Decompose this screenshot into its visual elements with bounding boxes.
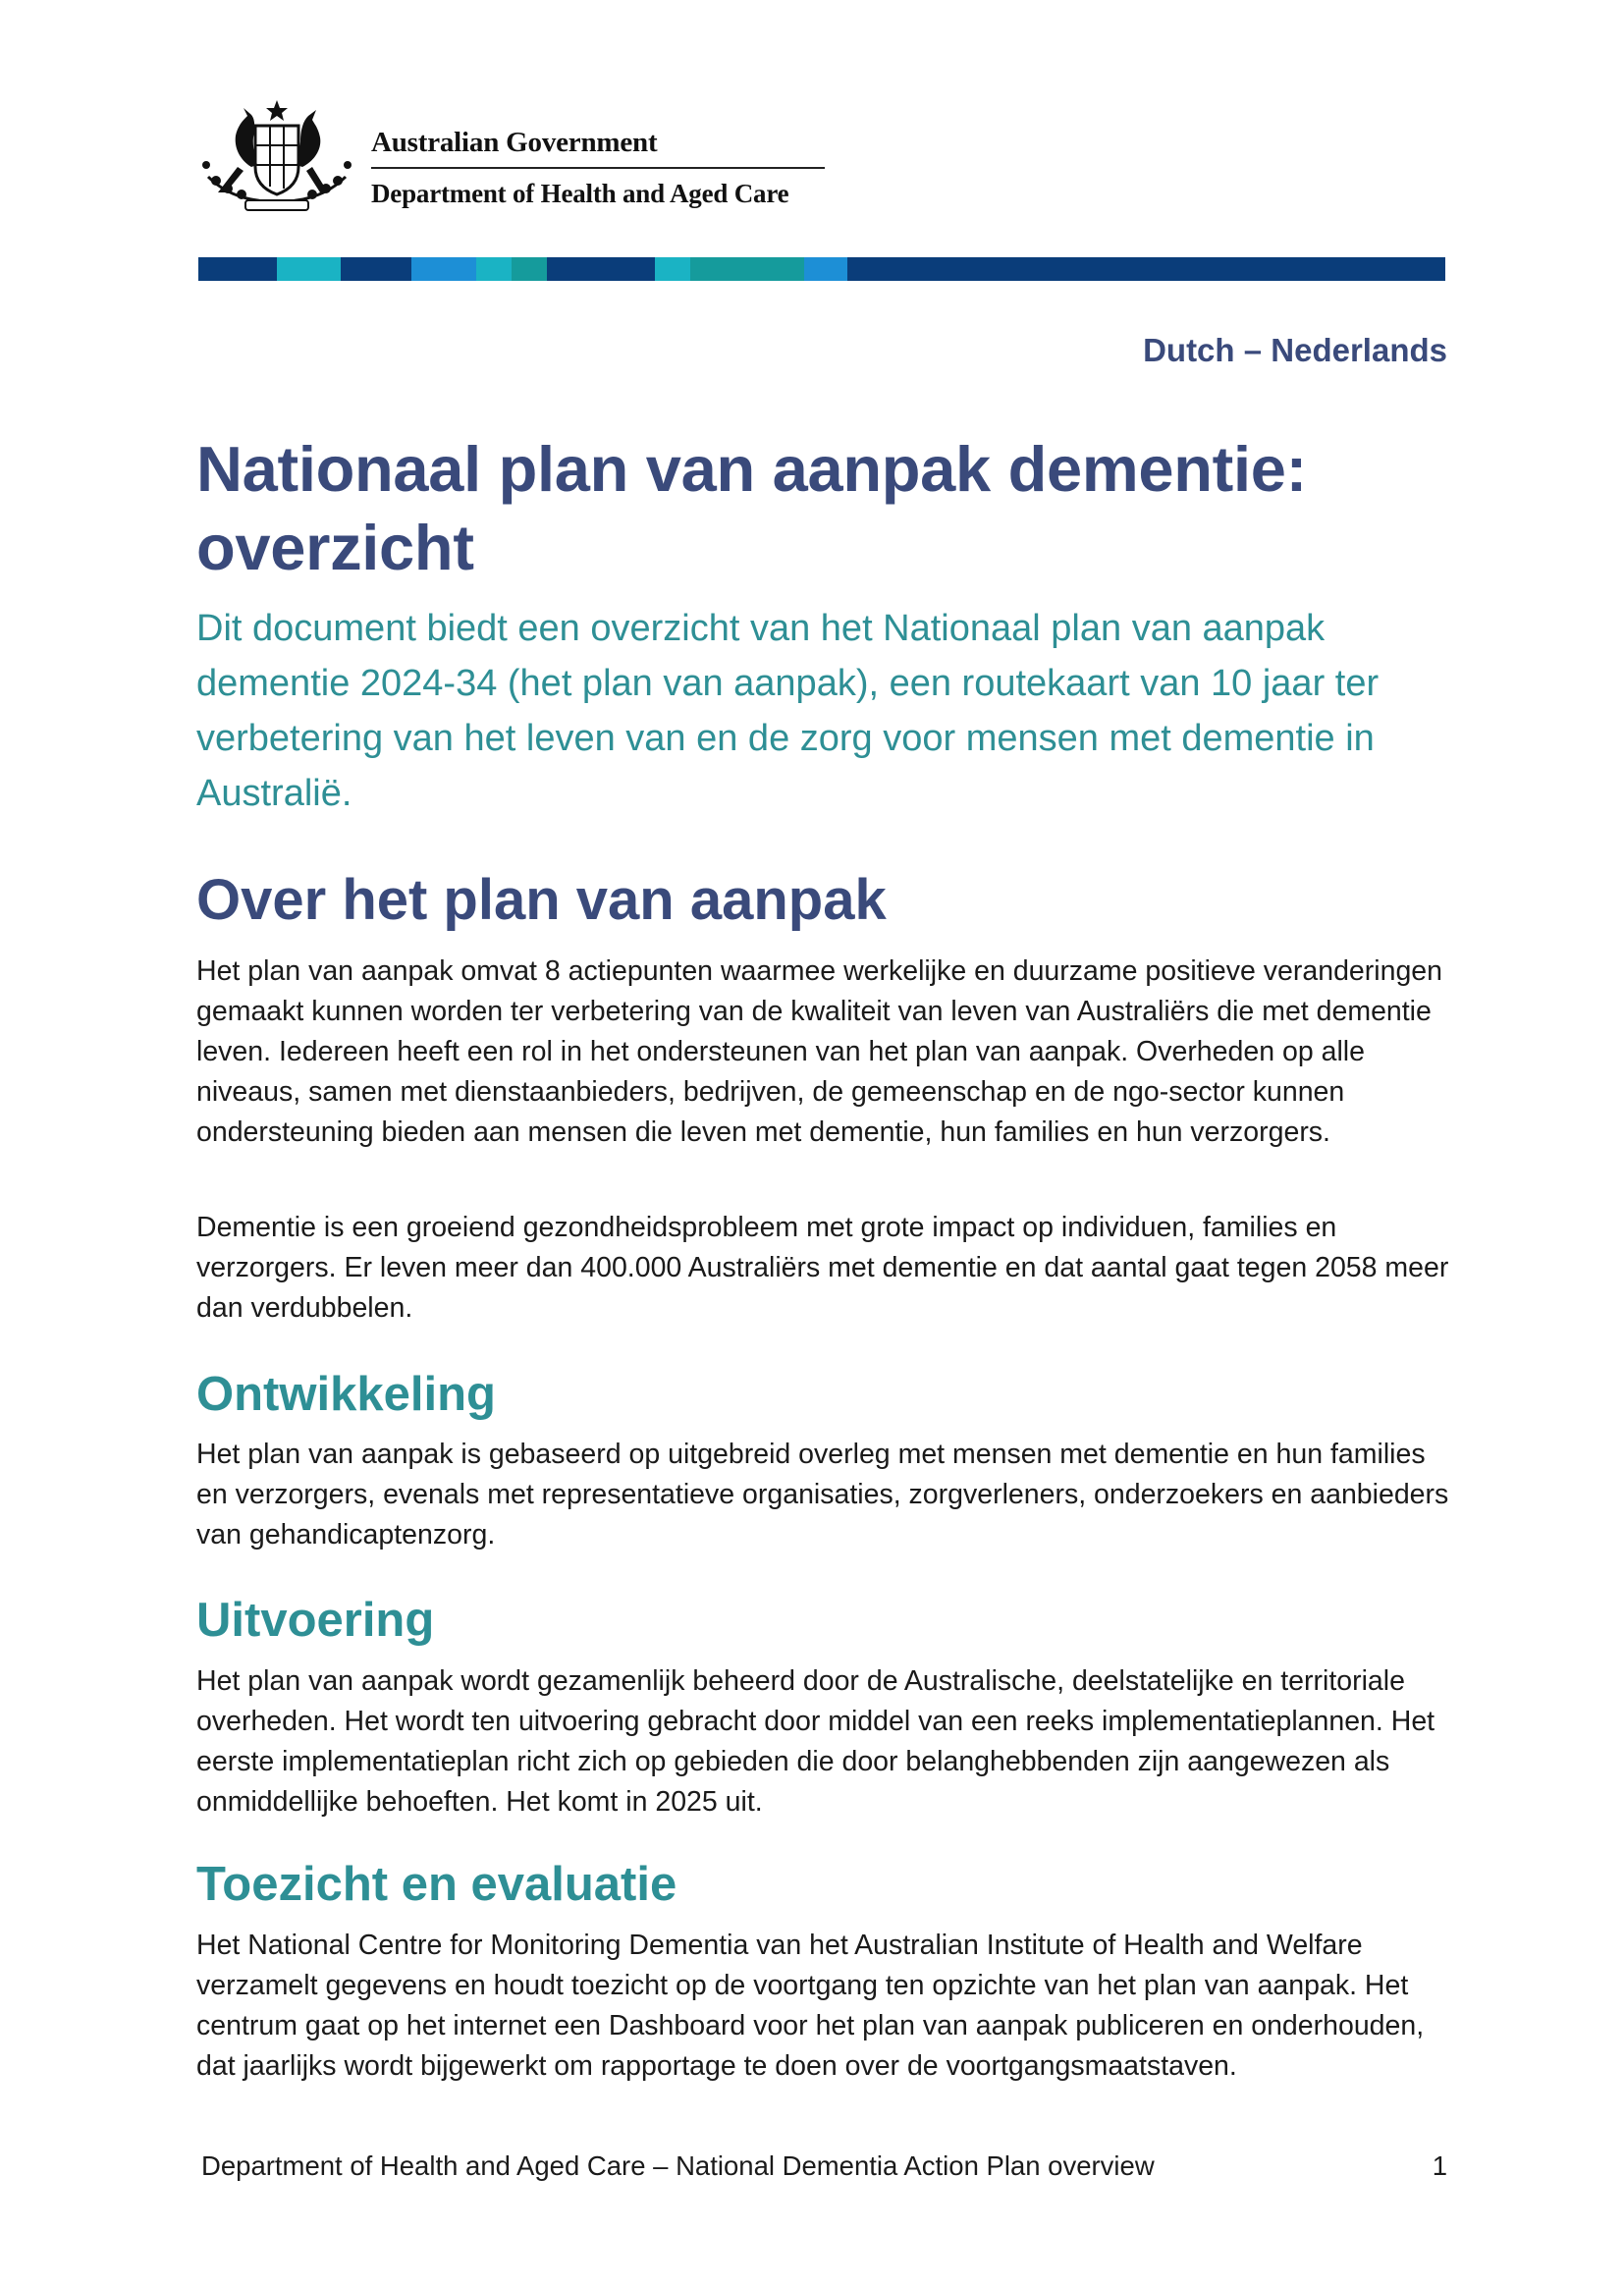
page-title: Nationaal plan van aanpak dementie: overzicht bbox=[196, 433, 1307, 583]
page-number: 1 bbox=[1432, 2150, 1447, 2181]
color-bar-segment bbox=[341, 257, 411, 281]
implementation-paragraph: Het plan van aanpak wordt gezamenlijk beheerd door de Australische, deelstatelijke en territoriale overheden. Het wordt ten uitvoering gebracht door middel van een reeks implementatieplannen. Het eerste implementatieplan richt zich op gebieden die door belanghebbenden zijn aangewezen als onmiddellijke behoeften. Het komt in 2025 uit. bbox=[196, 1665, 1435, 1818]
color-bar-segment bbox=[655, 257, 690, 281]
about-paragraph-2: Dementie is een groeiend gezondheidsprobleem met grote impact op individuen, families en verzorgers. Er leven meer dan 400.000 Australiërs met dementie en dat aantal gaat tegen 2058 meer dan verdubbelen. bbox=[196, 1212, 1449, 1324]
section-heading-monitoring: Toezicht en evaluatie bbox=[196, 1858, 677, 1911]
department-name: Department of Health and Aged Care bbox=[371, 179, 789, 208]
color-bar-segment bbox=[476, 257, 512, 281]
footer-text: Department of Health and Aged Care – National Dementia Action Plan overview bbox=[201, 2150, 1155, 2181]
about-paragraph-1: Het plan van aanpak omvat 8 actiepunten waarmee werkelijke en duurzame positieve veranderingen gemaakt kunnen worden ter verbetering van de kwaliteit van leven van Australiërs die met dementie leven. Iedereen heeft een rol in het ondersteunen van het plan van aanpak. Overheden op alle niveaus, samen met dienstaanbieders, bedrijven, de gemeenschap en de ngo-sector kunnen ondersteuning bieden aan mensen die leven met dementie, hun families en hun verzorgers. bbox=[196, 955, 1443, 1148]
color-bar-segment bbox=[198, 257, 277, 281]
language-label: Dutch – Nederlands bbox=[1143, 332, 1447, 368]
coat-of-arms-icon bbox=[198, 98, 355, 214]
color-bar-segment bbox=[804, 257, 847, 281]
development-paragraph: Het plan van aanpak is gebaseerd op uitgebreid overleg met mensen met dementie en hun families en verzorgers, evenals met representatieve organisaties, zorgverleners, onderzoekers en aanbieders van gehandicaptenzorg. bbox=[196, 1439, 1449, 1551]
color-bar-segment bbox=[547, 257, 655, 281]
section-heading-about: Over het plan van aanpak bbox=[196, 868, 887, 932]
color-bar-segment bbox=[277, 257, 341, 281]
color-bar-segment bbox=[512, 257, 547, 281]
color-bar-segment bbox=[411, 257, 476, 281]
color-bar-segment bbox=[847, 257, 1445, 281]
monitoring-paragraph: Het National Centre for Monitoring Dementia van het Australian Institute of Health and Welfare verzamelt gegevens en houdt toezicht op de voortgang ten opzichte van het plan van aanpak. Het centrum gaat op het internet een Dashboard voor het plan van aanpak publiceren en onderhouden, dat jaarlijks wordt bijgewerkt om rapportage te doen over de voortgangsmaatstaven. bbox=[196, 1930, 1425, 2082]
color-bar-segment bbox=[690, 257, 804, 281]
brand-color-bar bbox=[198, 257, 1445, 281]
government-name: Australian Government bbox=[371, 126, 825, 169]
intro-paragraph: Dit document biedt een overzicht van het Nationaal plan van aanpak dementie 2024-34 (het plan van aanpak), een routekaart van 10 jaar ter verbetering van het leven van en de zorg voor mensen met dementie in Australië. bbox=[196, 608, 1380, 814]
section-heading-development: Ontwikkeling bbox=[196, 1368, 496, 1421]
page-header bbox=[198, 98, 827, 216]
section-heading-implementation: Uitvoering bbox=[196, 1594, 435, 1647]
